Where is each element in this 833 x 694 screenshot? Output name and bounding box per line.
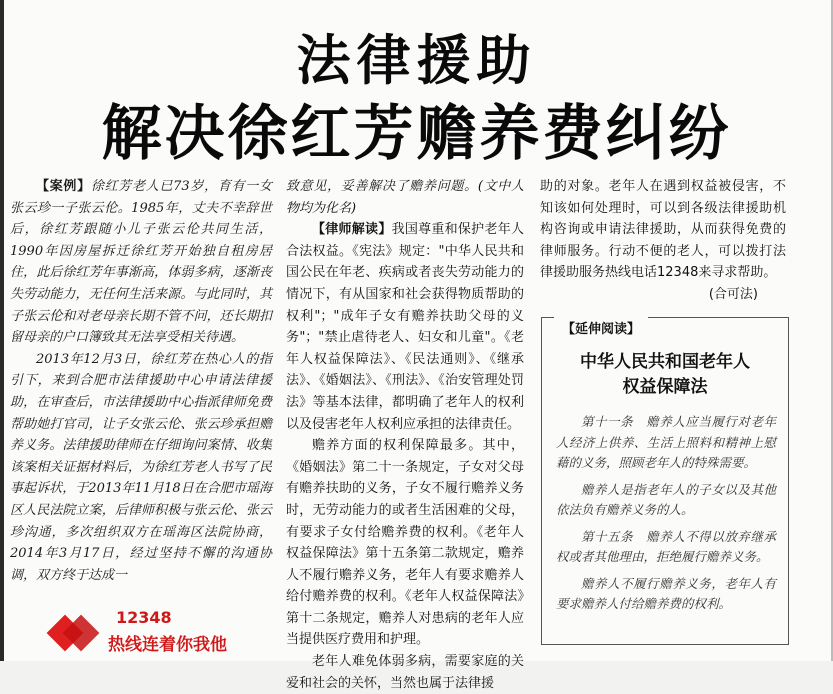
law-excerpt: [556, 412, 776, 621]
case-text: 徐红芳老人已73岁，育有一女张云珍一子张云伦。1985年，丈夫不幸辞世后，徐红芳跟随小儿子张云伦共同生活，1990年因房屋拆迁徐红芳开始独自租房居住，此后徐红芳年事渐高，体弱多病，逐渐丧失劳动能力，无任何生活来源。与此同时，其子张云伦和对老母亲长期不管不问，还长期扣留母亲的户口簿致其无法享受相关待遇。: [10, 179, 272, 346]
case-tag: 【案例】: [36, 179, 91, 194]
byline: (合可法): [708, 286, 758, 302]
article-11-note: 赡养人是指老年人的子女以及其他依法负有赡养义务的人。: [556, 481, 776, 517]
article-15: 第十五条 赡养人不得以放弃继承权或者其他理由，拒绝履行赡养义务。: [556, 528, 776, 564]
lawyer-paragraph: [286, 219, 524, 435]
aid-paragraph: 助的对象。老年人在遇到权益被侵害，不知该如何处理时，可以到各级法律援助机构咨询或申请法律援助，从而获得免费的律师服务。行动不便的老人，可以拨打法律援助服务热线电话12348来寻求帮助。: [540, 179, 786, 281]
extended-reading-label: 【延伸阅读】: [554, 316, 648, 339]
case-paragraph-2: 2013年12月3日，徐红芳在热心人的指引下，来到合肥市法律援助中心申请法律援助，在审查后，市法律援助中心指派律师免费帮助她打官司，让子女张云伦、张云珍承担赡养义务。法律援助律师在仔细询问案情、收集该案相关证据材料后，为徐红芳老人书写了民事起诉状，于2013年11月18日在合肥市瑶海区人民法院立案，后律师积极与张云伦、张云珍沟通，多次组织双方在瑶海区法院协商，2014年3月17日，经过坚持不懈的沟通协调，双方终于达成一: [10, 351, 272, 583]
article-column-3: [540, 176, 786, 306]
extended-reading-box: [541, 317, 789, 645]
lawyer-tag: 【律师解读】: [312, 222, 392, 238]
case-paragraph: [10, 176, 272, 349]
headline-line-1: 法律援助: [296, 29, 537, 92]
article-column-2: [286, 176, 524, 694]
hotline-logo: [52, 608, 272, 656]
law-title-line-2: 权益保障法: [622, 377, 708, 397]
article-15-note: 赡养人不履行赡养义务，老年人有要求赡养人付给赡养费的权利。: [556, 575, 776, 611]
headline-line-2: 解决徐红芳赡养费纠纷: [101, 99, 732, 169]
case-conclusion: 致意见，妥善解决了赡养问题。(文中人物均为化名): [286, 179, 524, 216]
lawyer-text: 我国尊重和保护老年人合法权益。《宪法》规定："中华人民共和国公民在年老、疾病或者丧失劳动能力的情况下，有从国家和社会获得物质帮助的权利"；"成年子女有赡养扶助父母的义务"；"禁止虐待老人、妇女和儿童"。《老年人权益保障法》、《民法通则》、《继承法》、《婚姻法》、《刑法》、《治安管理处罚法》等基本法律，都明确了老年人的权利以及侵害老年人权利应承担的法律责任。: [286, 222, 524, 432]
article-11: 第十一条 赡养人应当履行对老年人经济上供养、生活上照料和精神上慰藉的义务，照顾老年人的特殊需要。: [556, 414, 776, 470]
elderly-paragraph: 老年人难免体弱多病，需要家庭的关爱和社会的关怀，当然也属于法律援: [286, 654, 524, 691]
hotline-slogan: 热线连着你我他: [108, 635, 227, 655]
law-title: [542, 350, 788, 400]
law-title-line-1: 中华人民共和国老年人: [580, 352, 750, 372]
support-paragraph: 赡养方面的权利保障最多。其中，《婚姻法》第二十一条规定，子女对父母有赡养扶助的义务，子女不履行赡养义务时，无劳动能力的或者生活困难的父母，有要求子女付给赡养费的权利。《老年人权益保障法》第十五条第二款规定，赡养人不履行赡养义务，老年人有要求赡养人给付赡养费的权利。《老年人权益保障法》第十二条规定，赡养人对患病的老年人应当提供医疗费用和护理。: [286, 438, 524, 648]
article-column-1: [10, 176, 272, 586]
hotline-number: 12348: [116, 608, 172, 627]
